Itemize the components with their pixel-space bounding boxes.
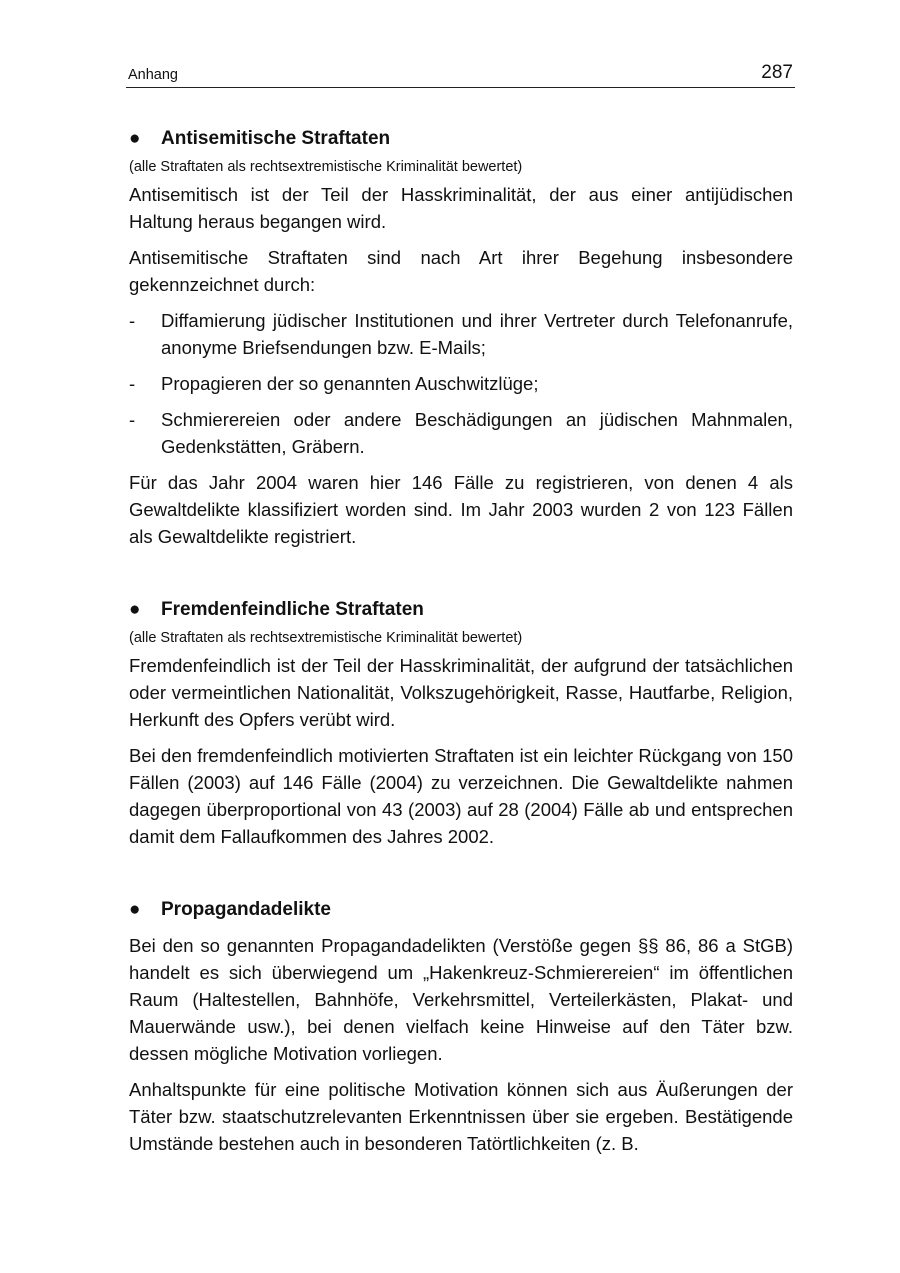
dash-marker: - bbox=[129, 373, 136, 394]
paragraph: Anhaltspunkte für eine politische Motivation können sich aus Äußerungen der Täter bzw. staatschutzrelevanten Erkenntnissen über sie ergeben. Bestätigende Umstände bestehen auch in besonderen Tatörtlichkeiten (z. B. bbox=[129, 1079, 793, 1154]
list-item-text: Propagieren der so genannten Auschwitzlüge; bbox=[161, 373, 539, 394]
paragraph: Fremdenfeindlich ist der Teil der Hasskriminalität, der aufgrund der tatsächlichen oder vermeintlichen Nationalität, Volkszugehörigkeit, Rasse, Hautfarbe, Religion, Herkunft des Opfers verübt wird. bbox=[129, 655, 793, 730]
paragraph: Antisemitische Straftaten sind nach Art ihrer Begehung insbesondere gekennzeichnet durch: bbox=[129, 247, 793, 295]
section-note: (alle Straftaten als rechtsextremistische Kriminalität bewertet) bbox=[129, 630, 523, 646]
list-item bbox=[129, 406, 793, 460]
dash-list bbox=[129, 307, 793, 460]
list-item bbox=[129, 370, 793, 397]
section-heading bbox=[129, 127, 793, 151]
page-header bbox=[126, 60, 795, 88]
list-item-text: Diffamierung jüdischer Institutionen und ihrer Vertreter durch Telefonanrufe, anonyme Briefsendungen bzw. E-Mails; bbox=[161, 310, 793, 358]
section-propaganda bbox=[129, 898, 793, 1157]
section-title: Antisemitische Straftaten bbox=[161, 128, 391, 149]
header-label: Anhang bbox=[128, 67, 178, 83]
page-number: 287 bbox=[761, 62, 793, 83]
section-heading bbox=[129, 898, 793, 922]
section-antisemitic bbox=[129, 127, 793, 550]
paragraph: Antisemitisch ist der Teil der Hasskriminalität, der aus einer antijüdischen Haltung heraus begangen wird. bbox=[129, 184, 793, 232]
list-item-text: Schmierereien oder andere Beschädigungen an jüdischen Mahnmalen, Gedenkstätten, Gräbern. bbox=[161, 409, 793, 457]
page-content bbox=[129, 127, 793, 1166]
section-xenophobic bbox=[129, 598, 793, 850]
section-note: (alle Straftaten als rechtsextremistische Kriminalität bewertet) bbox=[129, 159, 523, 175]
bullet-icon: ● bbox=[129, 899, 141, 920]
list-item bbox=[129, 307, 793, 361]
bullet-icon: ● bbox=[129, 599, 141, 620]
paragraph: Für das Jahr 2004 waren hier 146 Fälle zu registrieren, von denen 4 als Gewaltdelikte klassifiziert worden sind. Im Jahr 2003 wurden 2 von 123 Fällen als Gewaltdelikte registriert. bbox=[129, 472, 793, 547]
section-heading bbox=[129, 598, 793, 622]
bullet-icon: ● bbox=[129, 128, 141, 149]
dash-marker: - bbox=[129, 409, 136, 430]
paragraph: Bei den fremdenfeindlich motivierten Straftaten ist ein leichter Rückgang von 150 Fällen (2003) auf 146 Fälle (2004) zu verzeichnen. Die Gewaltdelikte nahmen dagegen überproportional von 43 (2003) auf 28 (2004) Fälle ab und entsprechen damit dem Fallaufkommen des Jahres 2002. bbox=[129, 745, 793, 847]
section-title: Fremdenfeindliche Straftaten bbox=[161, 599, 424, 620]
paragraph: Bei den so genannten Propagandadelikten (Verstöße gegen §§ 86, 86 a StGB) handelt es sich überwiegend um „Hakenkreuz-Schmierereien“ im öffentlichen Raum (Haltestellen, Bahnhöfe, Verkehrsmittel, Verteilerkästen, Plakat- und Mauerwände usw.), bei denen vielfach keine Hinweise auf den Täter bzw. dessen mögliche Motivation vorliegen. bbox=[129, 935, 793, 1064]
dash-marker: - bbox=[129, 310, 136, 331]
section-title: Propagandadelikte bbox=[161, 899, 331, 920]
